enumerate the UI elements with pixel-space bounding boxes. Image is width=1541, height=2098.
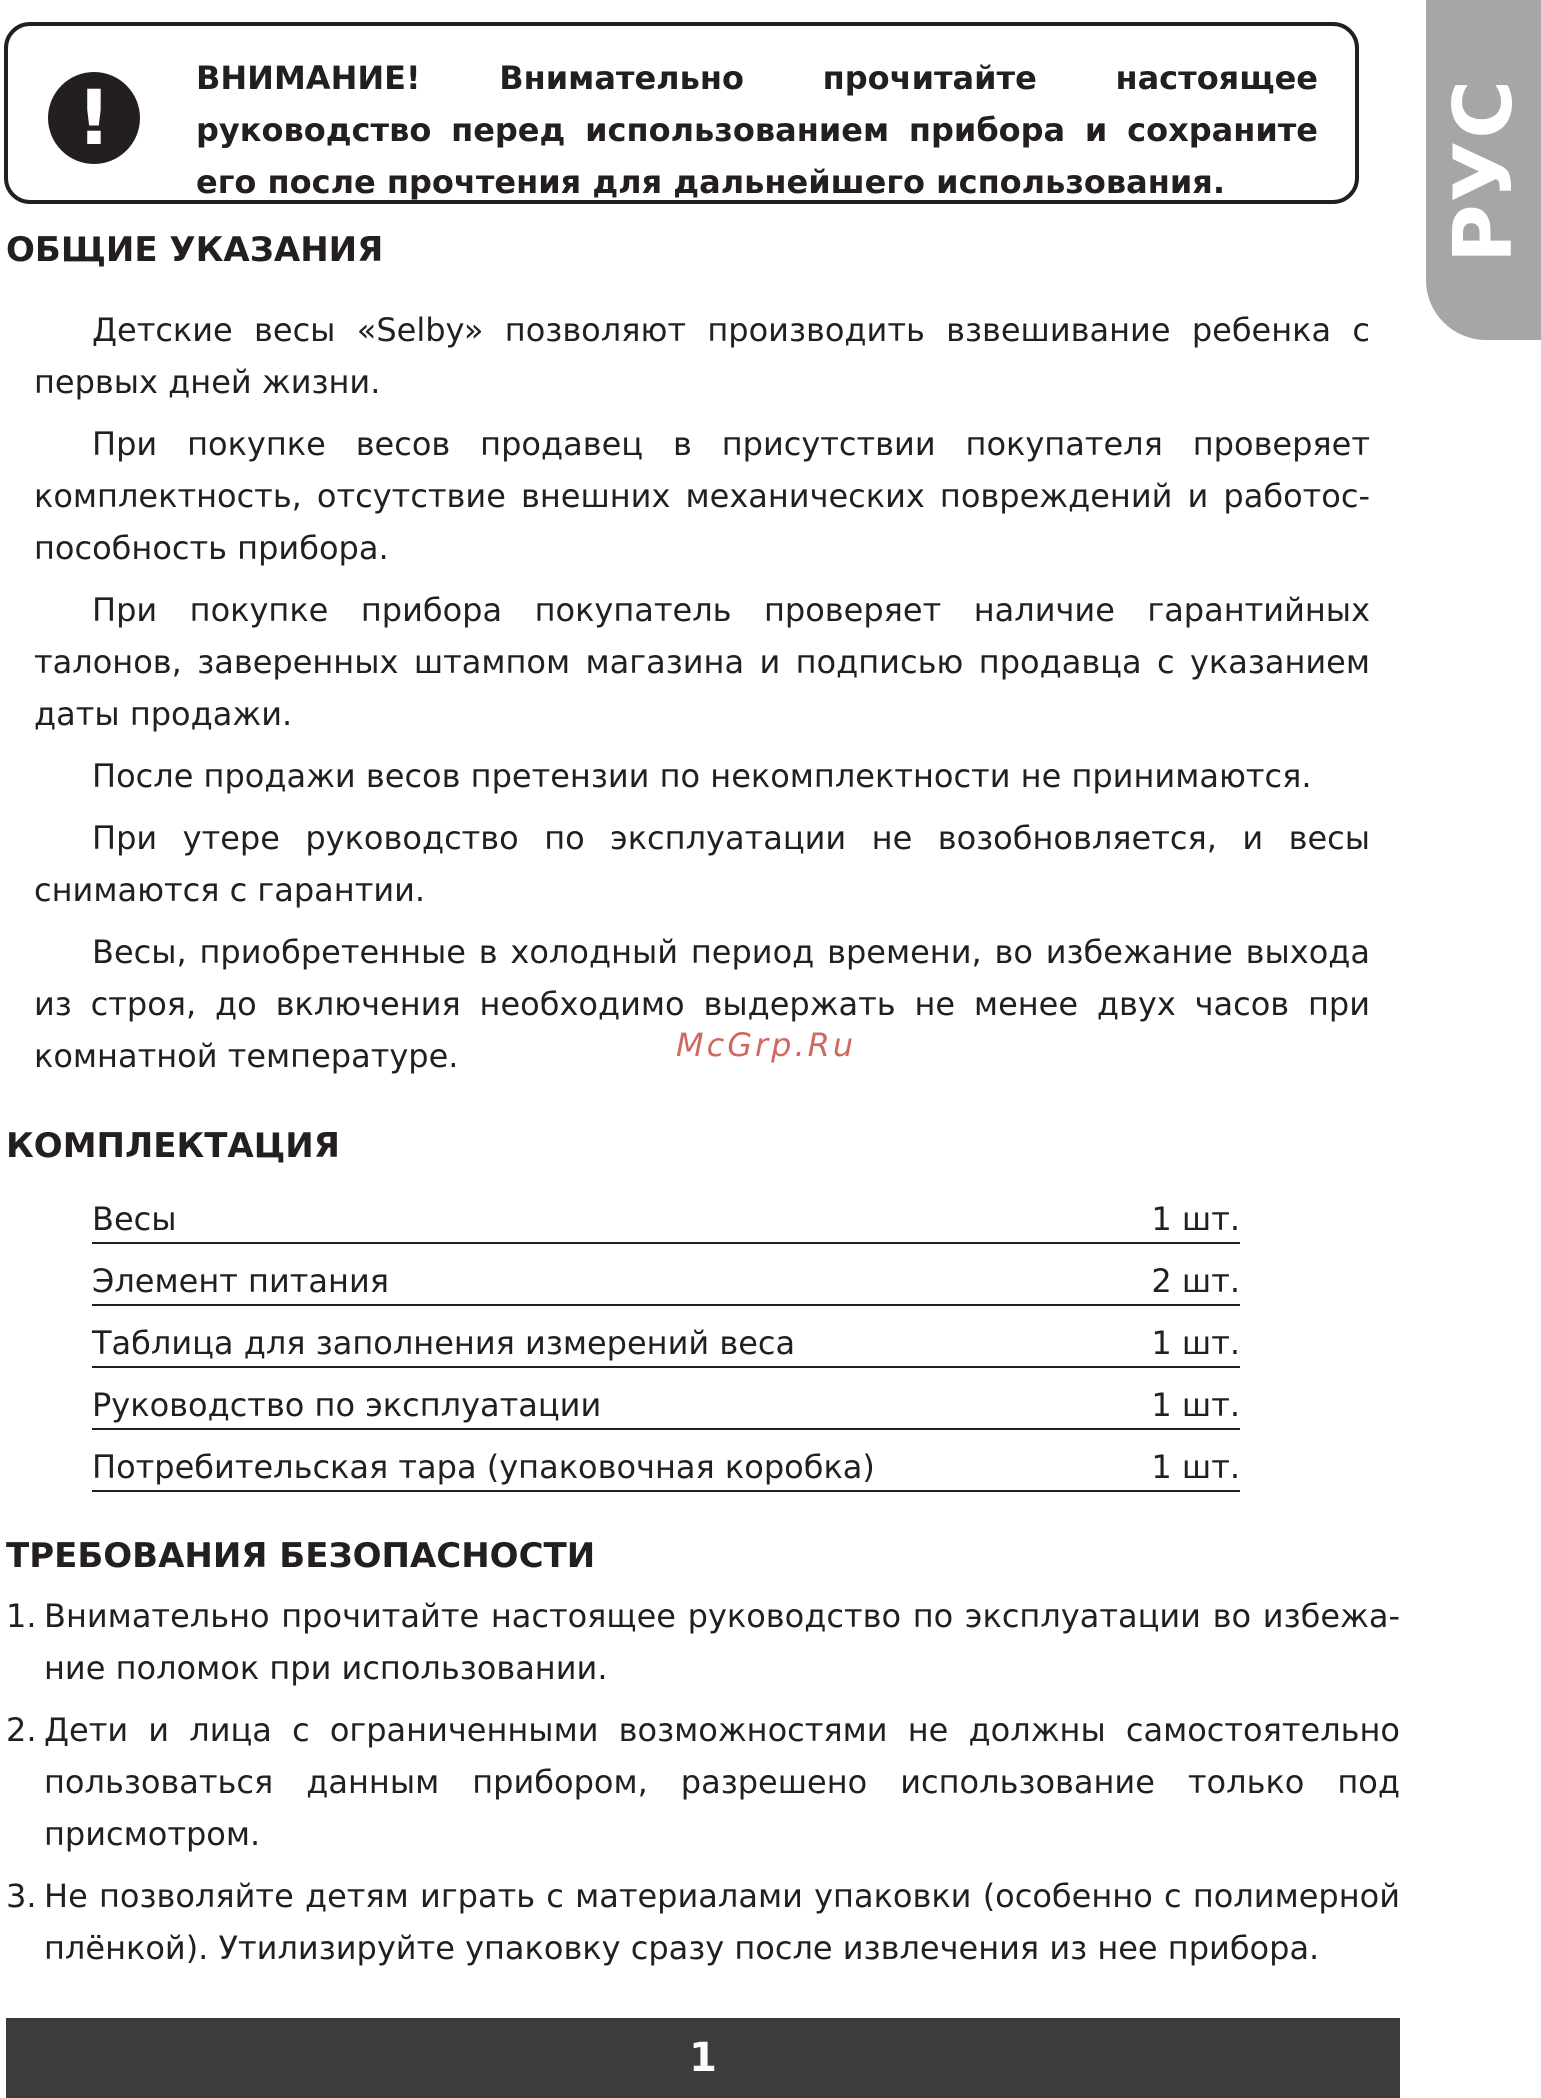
- warning-box: [4, 22, 1359, 204]
- safety-item-number: 2.: [6, 1711, 37, 1749]
- safety-item-text: Дети и лица с ограниченными возможностями не должны самостоятельно пользоваться данным прибором, разрешено использование только под присмотром.: [44, 1711, 1400, 1853]
- kit-list: [92, 1182, 1240, 1492]
- kit-item-qty: 1 шт.: [1151, 1448, 1240, 1486]
- safety-item-number: 3.: [6, 1877, 37, 1915]
- kit-item-qty: 1 шт.: [1151, 1386, 1240, 1424]
- kit-item-qty: 1 шт.: [1151, 1200, 1240, 1238]
- kit-item-name: Элемент питания: [92, 1262, 389, 1300]
- general-heading: ОБЩИЕ УКАЗАНИЯ: [6, 230, 384, 270]
- general-paragraph: Весы, приобретенные в холодный период времени, во избежание выхода из строя, до включения необходимо выдержать не менее двух часов при комнатной температуре.: [34, 933, 1370, 1075]
- general-paragraph: После продажи весов претензии по некомплектности не принимаются.: [92, 757, 1312, 795]
- safety-heading: ТРЕБОВАНИЯ БЕЗОПАСНОСТИ: [6, 1536, 596, 1576]
- watermark: McGrp.Ru: [676, 1026, 857, 1064]
- kit-item-name: Руководство по эксплуатации: [92, 1386, 602, 1424]
- kit-item-name: Потребительская тара (упаковочная коробка): [92, 1448, 875, 1486]
- warning-text: ВНИМАНИЕ! Внимательно прочитайте настоящее руководство перед использованием прибора и сохраните его после прочтения для дальнейшего использования.: [196, 59, 1318, 201]
- kit-item-name: Весы: [92, 1200, 177, 1238]
- kit-item-qty: 2 шт.: [1151, 1262, 1240, 1300]
- kit-item-qty: 1 шт.: [1151, 1324, 1240, 1362]
- general-paragraph: При покупке весов продавец в присутствии покупателя проверяет комплектность, отсутствие внешних механических повреждений и работоспособность прибора.: [34, 425, 1370, 567]
- safety-item-number: 1.: [6, 1597, 37, 1635]
- safety-item-text: Не позволяйте детям играть с материалами упаковки (особенно с полимерной плёнкой). Утилизируйте упаковку сразу после извлечения из нее прибора.: [44, 1877, 1400, 1967]
- general-paragraph: При покупке прибора покупатель проверяет наличие гарантийных талонов, заверенных штампом магазина и подписью продавца с указанием даты продажи.: [34, 591, 1370, 733]
- kit-heading: КОМПЛЕКТАЦИЯ: [6, 1126, 340, 1166]
- page-number: 1: [689, 2035, 717, 2081]
- safety-item: [6, 1704, 1400, 1860]
- language-tab-label-wrap: [1426, 0, 1541, 340]
- safety-item-text: Внимательно прочитайте настоящее руководство по эксплуатации во избежание поломок при использовании.: [44, 1597, 1400, 1687]
- kit-item-name: Таблица для заполнения измерений веса: [92, 1324, 796, 1362]
- kit-item: [92, 1368, 1240, 1430]
- kit-item: [92, 1430, 1240, 1492]
- general-paragraph: Детские весы «Selby» позволяют производить взвешивание ребенка с первых дней жизни.: [34, 311, 1370, 401]
- kit-item: [92, 1244, 1240, 1306]
- general-paragraph: При утере руководство по эксплуатации не возобновляется, и весы снимаются с гарантии.: [34, 819, 1370, 909]
- exclamation-icon: !: [48, 72, 140, 164]
- kit-item: [92, 1182, 1240, 1244]
- safety-item: [6, 1870, 1400, 1974]
- safety-item: [6, 1590, 1400, 1694]
- language-tab-label: РУС: [1437, 77, 1530, 263]
- kit-item: [92, 1306, 1240, 1368]
